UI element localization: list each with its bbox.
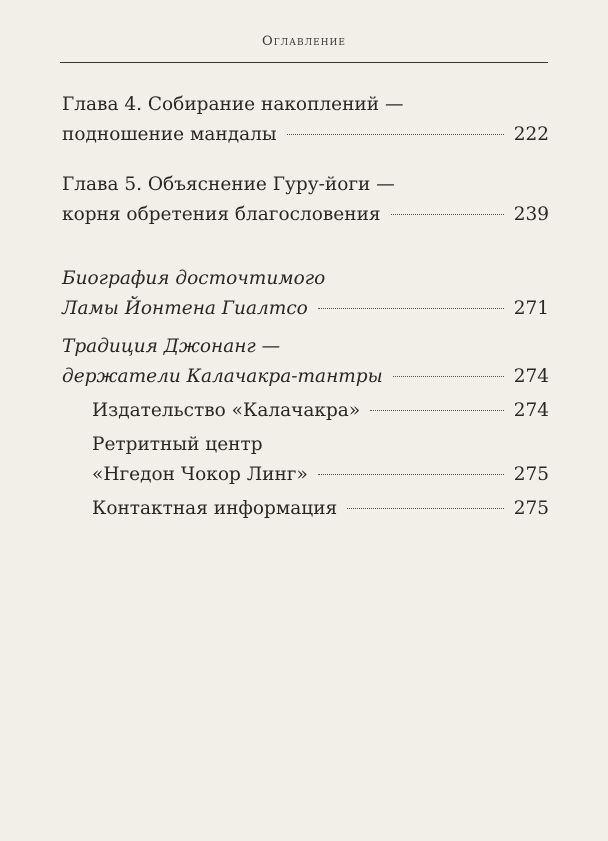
toc-entry-title-line: «Нгедон Чокор Линг» bbox=[92, 464, 308, 485]
page-number: 275 bbox=[513, 498, 549, 519]
toc-entry-title-line: Ретритный центр bbox=[92, 434, 263, 455]
dot-leader bbox=[393, 376, 504, 377]
toc-entry-chapter-4[interactable] bbox=[62, 90, 549, 150]
toc-entry-jonang-tradition[interactable] bbox=[62, 332, 549, 392]
toc-entry-title-line: Контактная информация bbox=[92, 498, 338, 519]
dot-leader bbox=[347, 508, 503, 509]
dot-leader bbox=[318, 474, 504, 475]
page-number: 274 bbox=[513, 366, 549, 387]
toc-entry-title-line: Биография досточтимого bbox=[62, 268, 326, 289]
toc-entry-biography[interactable] bbox=[62, 264, 549, 324]
page-number: 222 bbox=[513, 124, 549, 145]
dot-leader bbox=[287, 134, 504, 135]
toc-entry-title-line: Ламы Йонтена Гиалтсо bbox=[62, 298, 308, 319]
page-number: 271 bbox=[513, 298, 549, 319]
toc-entry-title-line: Издательство «Калачакра» bbox=[92, 400, 361, 421]
toc-entry-title-line: корня обретения благословения bbox=[62, 204, 381, 225]
toc-entry-chapter-5[interactable] bbox=[62, 170, 549, 230]
toc-entry-title-line: держатели Калачакра-тантры bbox=[62, 366, 383, 387]
toc-entry-contact-info[interactable] bbox=[92, 494, 549, 524]
toc-entry-retreat-center[interactable] bbox=[92, 430, 549, 490]
running-head: Оглавление bbox=[262, 34, 346, 49]
toc-entry-publisher[interactable] bbox=[92, 396, 549, 426]
toc-entry-title-line: подношение мандалы bbox=[62, 124, 277, 145]
toc-entry-title-line: Традиция Джонанг — bbox=[62, 336, 281, 357]
dot-leader bbox=[391, 214, 504, 215]
page-number: 274 bbox=[513, 400, 549, 421]
page-number: 275 bbox=[513, 464, 549, 485]
header-rule bbox=[60, 62, 548, 63]
toc-entry-title-line: Глава 4. Собирание накоплений — bbox=[62, 94, 404, 115]
toc-entry-title-line: Глава 5. Объяснение Гуру-йоги — bbox=[62, 174, 395, 195]
dot-leader bbox=[370, 410, 504, 411]
page-number: 239 bbox=[513, 204, 549, 225]
dot-leader bbox=[318, 308, 504, 309]
